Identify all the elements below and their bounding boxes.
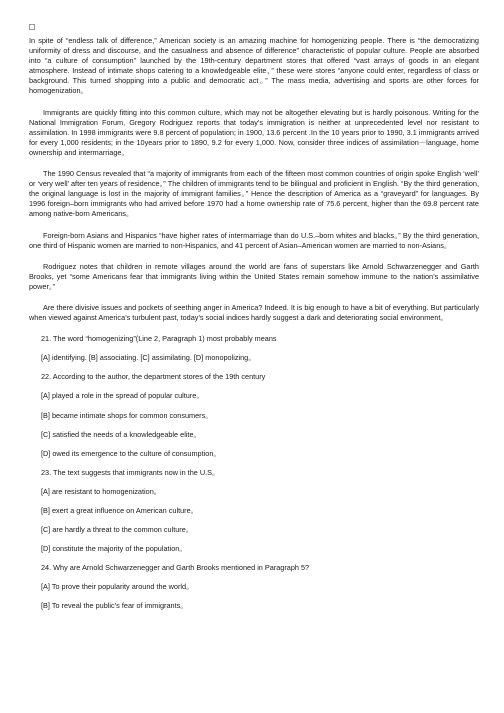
document-body: [29, 36, 479, 621]
paragraph-3: The 1990 Census revealed that “a majority of immigrants from each of the fifteen most common countries of origin spoke English ‘well’ or ‘very well’ after ten years of residence。” The children of immigrants tend to be bilingual and proficient in English. “By the third generation, the original language is lost in the majority of immigrant families。” Hence the description of America as a “graveyard” for languages. By 1996 foreign–born immigrants who had arrived before 1970 had a home ownership rate of 75.6 percent, higher than the 69.8 percent rate among native-born Americans。: [29, 169, 479, 219]
question-21-options: [A] identifying. [B] associating. [C] assimilating. [D] monopolizing。: [41, 353, 256, 363]
question-24-option-a: [A] To prove their popularity around the world。: [41, 582, 194, 592]
question-22-option-c: [C] satisfied the needs of a knowledgeable elite。: [41, 429, 201, 439]
question-22-option-b: [B] became intimate shops for common consumers。: [41, 410, 213, 420]
question-23: 23. The text suggests that immigrants now in the U.S。: [41, 467, 220, 477]
paragraph-1: In spite of “endless talk of difference,” American society is an amazing machine for homogenizing people. There is “the democratizing uniformity of dress and discourse, and the casualness and absence of difference” characteristic of popular culture. People are absorbed into “a culture of consumption” launched by the 19th-century department stores that offered “vast arrays of goods in an elegant atmosphere. Instead of intimate shops catering to a knowledgeable elite，” these were stores “anyone could enter, regardless of class or background. This turned shopping into a public and democratic act。” The mass media, advertising and sports are other forces for homogenization。: [29, 36, 479, 96]
corner-mark: [29, 24, 35, 30]
question-22-option-a: [A] played a role in the spread of popular culture。: [41, 391, 204, 401]
question-21: 21. The word “homogenizing”(Line 2, Paragraph 1) most probably means: [41, 334, 277, 344]
question-23-option-d: [D] constitute the majority of the population。: [41, 544, 187, 554]
question-22-option-d: [D] owed its emergence to the culture of consumption。: [41, 448, 221, 458]
paragraph-4: Foreign-born Asians and Hispanics “have higher rates of intermarriage than do U.S.–born whites and blacks。” By the third generation, one third of Hispanic women are married to non-Hispanics, and 41 percent of Asian–American women are married to non-Asians。: [29, 230, 479, 250]
question-24-option-b: [B] To reveal the public’s fear of immigrants。: [41, 601, 188, 611]
question-23-option-a: [A] are resistant to homogenization。: [41, 486, 162, 496]
question-23-option-b: [B] exert a great influence on American culture。: [41, 506, 198, 515]
question-24: 24. Why are Arnold Schwarzenegger and Garth Brooks mentioned in Paragraph 5?: [41, 563, 310, 573]
paragraph-2: Immigrants are quickly fitting into this common culture, which may not be altogether elevating but is hardly poisonous. Writing for the National Immigration Forum, Gregory Rodriguez reports that today’s immigration is neither at unprecedented level nor resistant to assimilation. In 1998 immigrants were 9.8 percent of population; in 1900, 13.6 percent .In the 10 years prior to 1990, 3.1 immigrants arrived for every 1,000 residents; in the 10years prior to 1890, 9.2 for every 1,000. Now, consider three indices of assimilation－language, home ownership and intermarriage。: [29, 107, 479, 157]
paragraph-6: Are there divisive issues and pockets of seething anger in America? Indeed. It is big enough to have a bit of everything. But particularly when viewed against America’s turbulent past, today’s social indices hardly suggest a dark and deteriorating social environment。: [29, 302, 479, 323]
question-22: 22. According to the author, the department stores of the 19th century: [41, 372, 266, 382]
paragraph-5: Rodriguez notes that children in remote villages around the world are fans of superstars like Arnold Schwarzenegger and Garth Brooks, yet “some Americans fear that immigrants living within the United States remain somehow immune to the nation’s assimilative power。”: [29, 261, 479, 291]
question-23-option-c: [C] are hardly a threat to the common culture。: [41, 525, 194, 535]
